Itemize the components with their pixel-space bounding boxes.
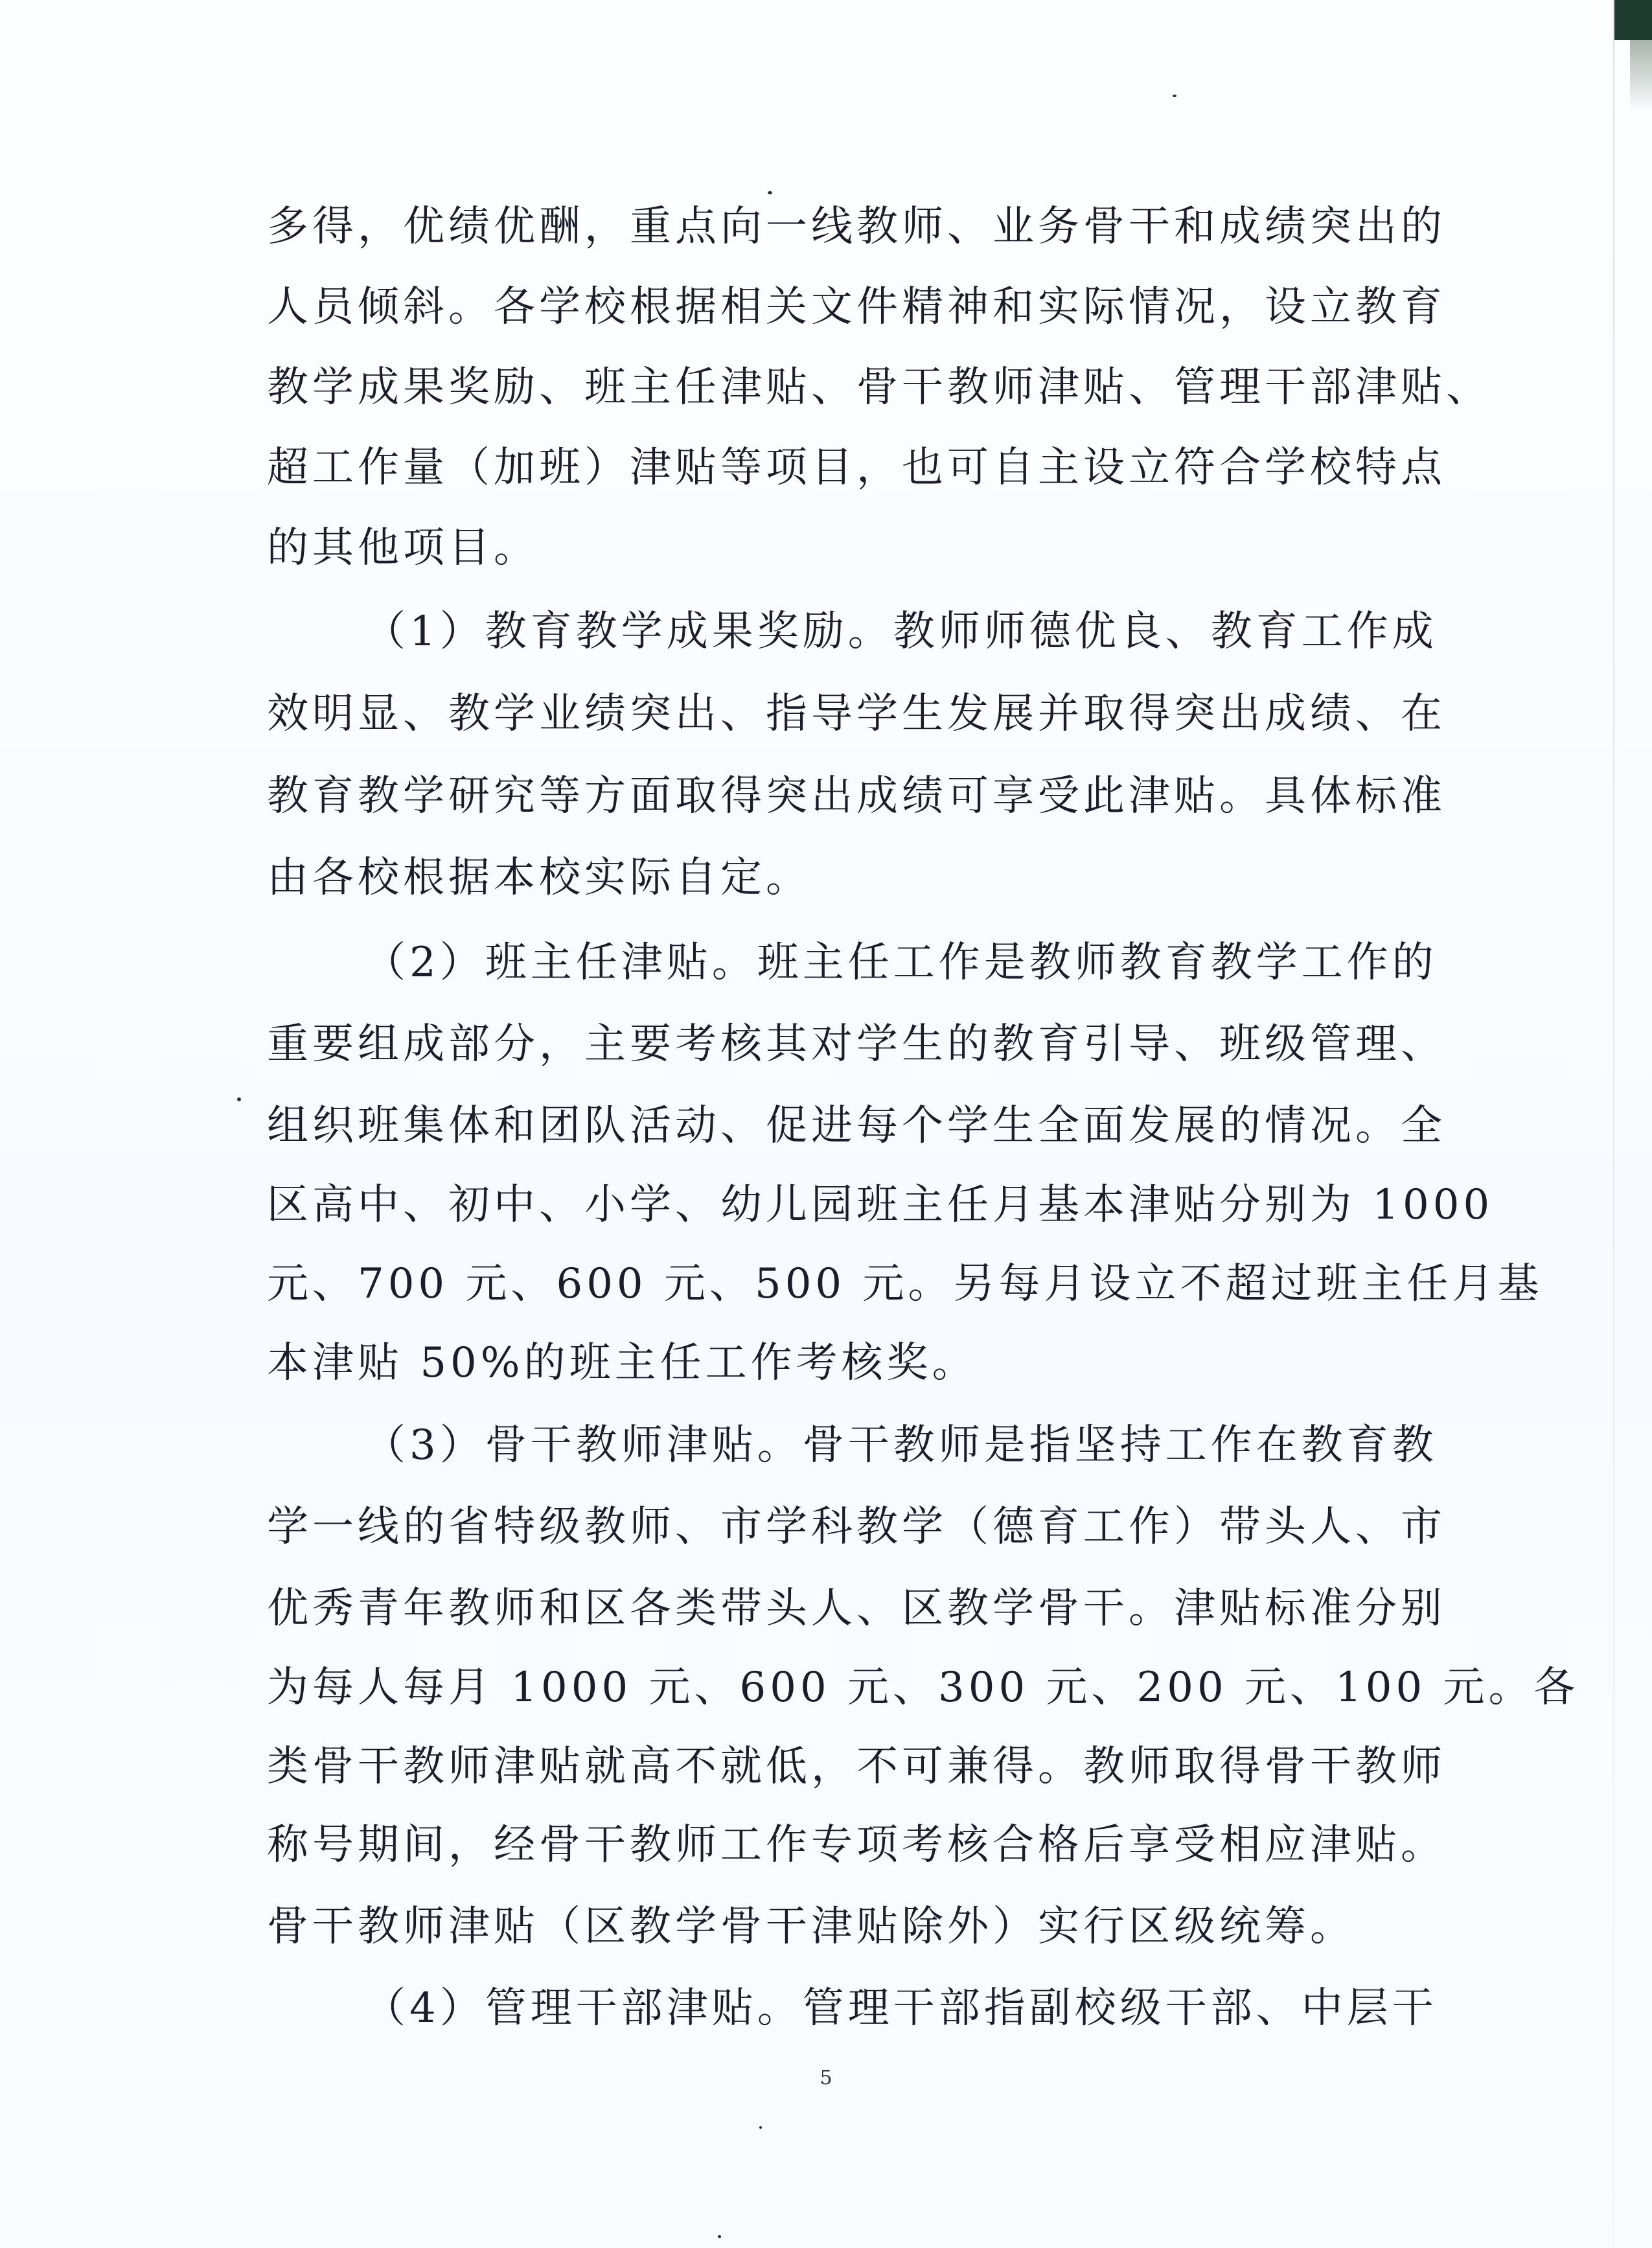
text-line: 由各校根据本校实际自定。	[267, 854, 811, 902]
text-line: 组织班集体和团队活动、促进每个学生全面发展的情况。全	[267, 1102, 1446, 1150]
scan-speck	[237, 1097, 241, 1101]
text-line: 类骨干教师津贴就高不就低，不可兼得。教师取得骨干教师	[267, 1743, 1446, 1791]
text-line: 多得，优绩优酬，重点向一线教师、业务骨干和成绩突出的	[267, 203, 1446, 251]
text-line: 学一线的省特级教师、市学科教学（德育工作）带头人、市	[267, 1503, 1446, 1551]
scan-speck	[718, 2235, 721, 2238]
text-line: 人员倾斜。各学校根据相关文件精神和实际情况，设立教育	[267, 283, 1446, 331]
text-line: 教学成果奖励、班主任津贴、骨干教师津贴、管理干部津贴、	[267, 363, 1491, 411]
scan-speck	[759, 2126, 762, 2129]
text-line: 优秀青年教师和区各类带头人、区教学骨干。津贴标准分别	[267, 1585, 1446, 1633]
scanner-edge-shadow	[1630, 40, 1652, 111]
scanner-edge-mark	[1614, 0, 1652, 40]
paragraph-first-line: （2）班主任津贴。班主任工作是教师教育教学工作的	[364, 939, 1438, 987]
text-line: 称号期间，经骨干教师工作专项考核合格后享受相应津贴。	[267, 1821, 1446, 1869]
text-line: 教育教学研究等方面取得突出成绩可享受此津贴。具体标准	[267, 772, 1446, 820]
text-line: 为每人每月 1000 元、600 元、300 元、200 元、100 元。各	[267, 1664, 1579, 1712]
paragraph-first-line: （4）管理干部津贴。管理干部指副校级干部、中层干	[364, 1984, 1438, 2032]
document-body	[267, 181, 1579, 2080]
paragraph-first-line: （1）教育教学成果奖励。教师师德优良、教育工作成	[364, 608, 1438, 656]
text-line: 本津贴 50%的班主任工作考核奖。	[267, 1339, 978, 1387]
paragraph-first-line: （3）骨干教师津贴。骨干教师是指坚持工作在教育教	[364, 1421, 1438, 1469]
text-line: 效明显、教学业绩突出、指导学生发展并取得突出成绩、在	[267, 690, 1446, 738]
text-line: 重要组成部分，主要考核其对学生的教育引导、班级管理、	[267, 1020, 1446, 1068]
text-line: 元、700 元、600 元、500 元。另每月设立不超过班主任月基	[267, 1260, 1543, 1308]
text-line: 区高中、初中、小学、幼儿园班主任月基本津贴分别为 1000	[267, 1181, 1494, 1229]
scan-speck	[1173, 95, 1176, 97]
page-number: 5	[820, 2067, 832, 2089]
text-line: 骨干教师津贴（区教学骨干津贴除外）实行区级统筹。	[267, 1903, 1355, 1951]
text-line: 超工作量（加班）津贴等项目，也可自主设立符合学校特点	[267, 444, 1446, 492]
text-line: 的其他项目。	[267, 524, 539, 572]
page-fold-line	[1613, 0, 1614, 2248]
scan-speck	[768, 191, 772, 194]
